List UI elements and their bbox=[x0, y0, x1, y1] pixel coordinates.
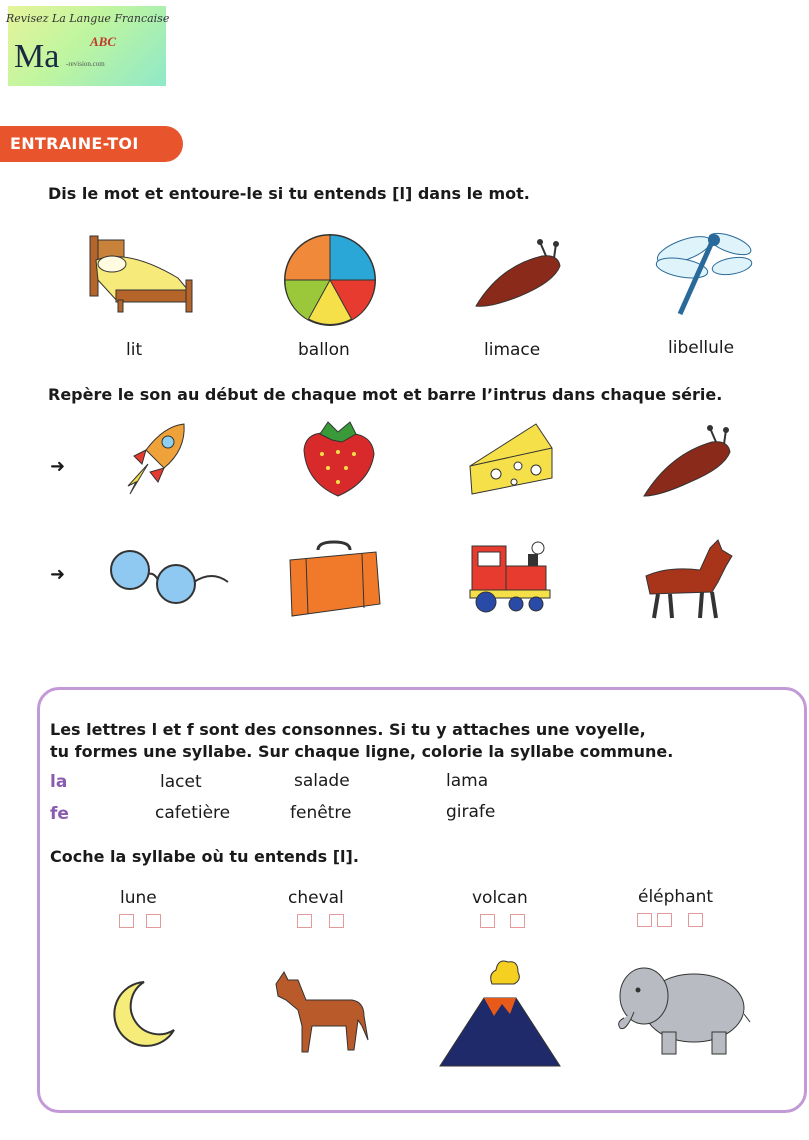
word-elephant: éléphant bbox=[638, 887, 714, 907]
exercise2-instruction: Repère le son au début de chaque mot et barre l’intrus dans chaque série. bbox=[48, 385, 723, 404]
word-libellule: libellule bbox=[668, 338, 735, 358]
word-cafetiere[interactable]: cafetière bbox=[155, 803, 231, 823]
syllable-checkbox[interactable] bbox=[329, 914, 344, 928]
syllable-checkbox[interactable] bbox=[637, 913, 652, 927]
logo-url-text: -revision.com bbox=[66, 60, 105, 68]
word-limace: limace bbox=[484, 340, 541, 360]
word-ballon: ballon bbox=[298, 340, 350, 360]
exercise4-instruction: Coche la syllabe où tu entends [l]. bbox=[50, 847, 359, 866]
row2-arrow: ➜ bbox=[50, 564, 66, 585]
syllable-checkbox[interactable] bbox=[480, 914, 495, 928]
strawberry-icon bbox=[296, 420, 380, 500]
syllable-fe: fe bbox=[50, 804, 69, 824]
row1-arrow: ➜ bbox=[50, 456, 66, 477]
syllable-checkbox[interactable] bbox=[510, 914, 525, 928]
word-lacet[interactable]: lacet bbox=[160, 772, 202, 792]
syllable-checkbox[interactable] bbox=[297, 914, 312, 928]
word-salade[interactable]: salade bbox=[294, 771, 350, 791]
word-lune: lune bbox=[120, 888, 157, 908]
bed-icon bbox=[88, 230, 198, 320]
word-lama[interactable]: lama bbox=[446, 771, 489, 791]
ball-icon bbox=[282, 232, 378, 328]
section-banner-label: ENTRAINE-TOI bbox=[10, 134, 139, 153]
moon-icon bbox=[104, 978, 178, 1046]
exercise1-instruction: Dis le mot et entoure-le si tu entends [l] dans le mot. bbox=[48, 184, 530, 203]
llama-icon bbox=[638, 536, 736, 622]
syllable-la: la bbox=[50, 772, 68, 792]
logo-abc-text: ABC bbox=[90, 34, 117, 49]
syllable-checkbox[interactable] bbox=[688, 913, 703, 927]
glasses-icon bbox=[108, 548, 232, 608]
dragonfly-icon bbox=[654, 228, 754, 318]
word-girafe[interactable]: girafe bbox=[446, 802, 496, 822]
logo-main-text: Ma bbox=[14, 38, 60, 75]
train-icon bbox=[468, 540, 554, 616]
suitcase-icon bbox=[284, 540, 384, 620]
word-lit: lit bbox=[126, 340, 143, 360]
slug-icon bbox=[470, 236, 570, 316]
slug-icon bbox=[640, 420, 740, 502]
exercise3-instruction-line1: Les lettres l et f sont des consonnes. Si tu y attaches une voyelle, bbox=[50, 720, 646, 739]
cheese-icon bbox=[466, 420, 556, 500]
syllable-checkbox[interactable] bbox=[119, 914, 134, 928]
syllable-checkbox[interactable] bbox=[657, 913, 672, 927]
word-volcan: volcan bbox=[472, 888, 528, 908]
logo-tagline: Revisez La Langue Francaise bbox=[6, 12, 170, 25]
syllable-checkbox[interactable] bbox=[146, 914, 161, 928]
horse-icon bbox=[272, 970, 372, 1056]
volcano-icon bbox=[438, 954, 564, 1070]
elephant-icon bbox=[612, 962, 752, 1058]
rocket-icon bbox=[124, 420, 194, 500]
word-cheval: cheval bbox=[288, 888, 344, 908]
word-fenetre[interactable]: fenêtre bbox=[290, 803, 352, 823]
exercise3-instruction-line2: tu formes une syllabe. Sur chaque ligne, colorie la syllabe commune. bbox=[50, 742, 674, 761]
